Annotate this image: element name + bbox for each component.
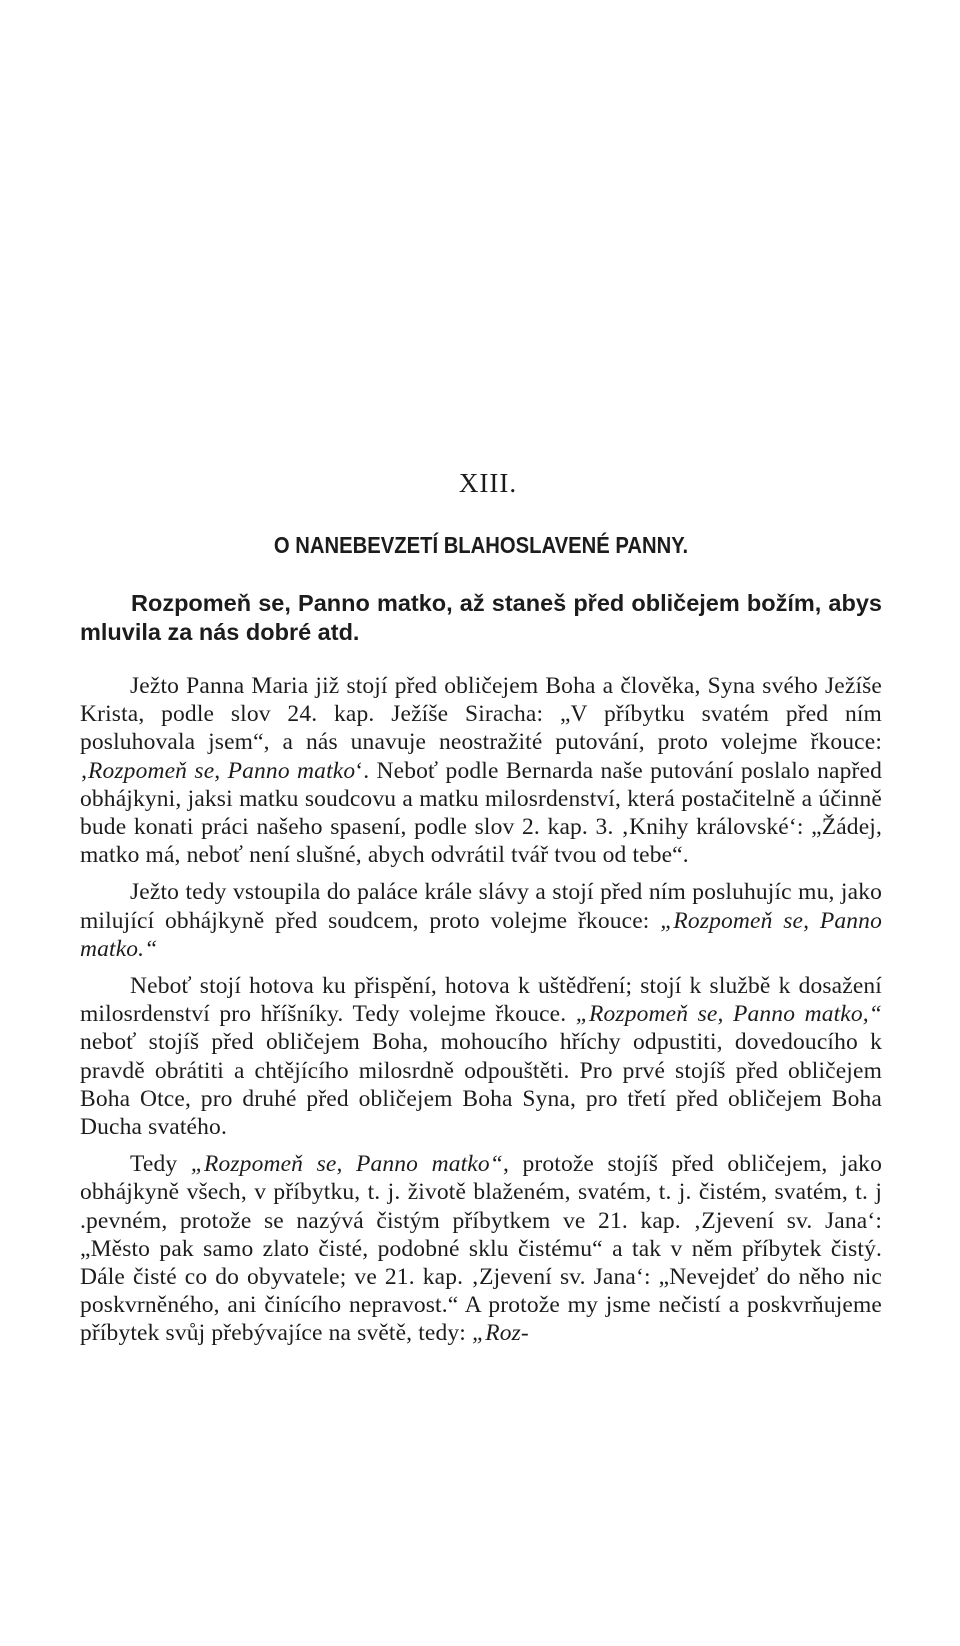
chapter-number: XIII. — [458, 468, 518, 498]
quote-italic: „Rozpomeň se, Panno matko“ — [190, 1151, 503, 1178]
paragraph-4 — [80, 1150, 882, 1347]
paragraph-text: ‘. Neboť podle Bernarda naše putování poslalo napřed obhájkyni, jaksi matku soudcovu a matku milosrdenství, která postačitelně a účinně bude konati práci našeho spasení, podle slov 2. kap. 3. ‚Knihy královské‘: „Žádej, matko má, neboť není slušné, abych odvrátil tvář tvou od tebe“. — [80, 757, 882, 869]
quote-italic: „Roz- — [471, 1320, 529, 1347]
paragraph-1 — [80, 672, 882, 869]
paragraph-text: Neboť stojí hotova ku přispění, hotova k uštědření; stojí k službě k dosažení milosrdenství pro hříšníky. Tedy volejme řkouce. — [80, 973, 882, 1028]
quote-italic: „Rozpomeň se, Panno matko.“ — [80, 907, 882, 962]
paragraph-text: , protože stojíš před obličejem, jako obhájkyně všech, v příbytku, t. j. životě blaženém, svatém, t. j. čistém, svatém, t. j .pevném, protože se nazývá čistým příbytkem ve 21. kap. ‚Zjevení sv. Jana‘: „Město pak samo zlato čisté, podobné sklu čistému“ a tak v něm příbytek čistý. Dále čisté co do obyvatele; ve 21. kap. ‚Zjevení sv. Jana‘: „Nevejdeť do něho nic poskvrněného, ani činícího nepravost.“ A protože my jsme nečistí a poskvrňujeme příbytek svůj přebývajíce na světě, tedy: — [80, 1151, 882, 1347]
quote-italic: Rozpomeň se, Panno matko — [87, 757, 356, 784]
motto: Rozpomeň se, Panno matko, až staneš před obličejem božím, abys mluvila za nás dobré atd. — [80, 590, 882, 645]
paragraph-text: neboť stojíš před obličejem Boha, mohoucího hříchy odpustiti, dovedoucího k pravdě obrátiti a chtějícího milosrdně odpouštěti. Pro prvé stojíš před obličejem Boha Otce, pro druhé před obličejem Boha Syna, pro třetí před obličejem Boha Ducha svatého. — [80, 1029, 882, 1141]
paragraph-text: Ježto Panna Maria již stojí před obličejem Boha a člověka, Syna svého Ježíše Krista, podle slov 24. kap. Ježíše Siracha: „V příbytku svatém před ním posluhovala jsem“, a nás unavuje neostražité putování, proto volejme řkouce: ‚ — [80, 673, 882, 784]
paragraph-3 — [80, 972, 882, 1141]
paragraph-text: Tedy — [130, 1151, 191, 1178]
paragraph-text: Ježto tedy vstoupila do paláce krále slávy a stojí před ním posluhujíc mu, jako milující obhájkyně před soudcem, proto volejme řkouce: — [80, 879, 882, 934]
paragraph-2 — [80, 878, 882, 963]
page-body — [80, 468, 882, 1357]
quote-italic: „Rozpomeň se, Panno matko,“ — [575, 1001, 883, 1028]
chapter-title: O NANEBEVZETÍ BLAHOSLAVENÉ PANNY. — [273, 532, 689, 558]
